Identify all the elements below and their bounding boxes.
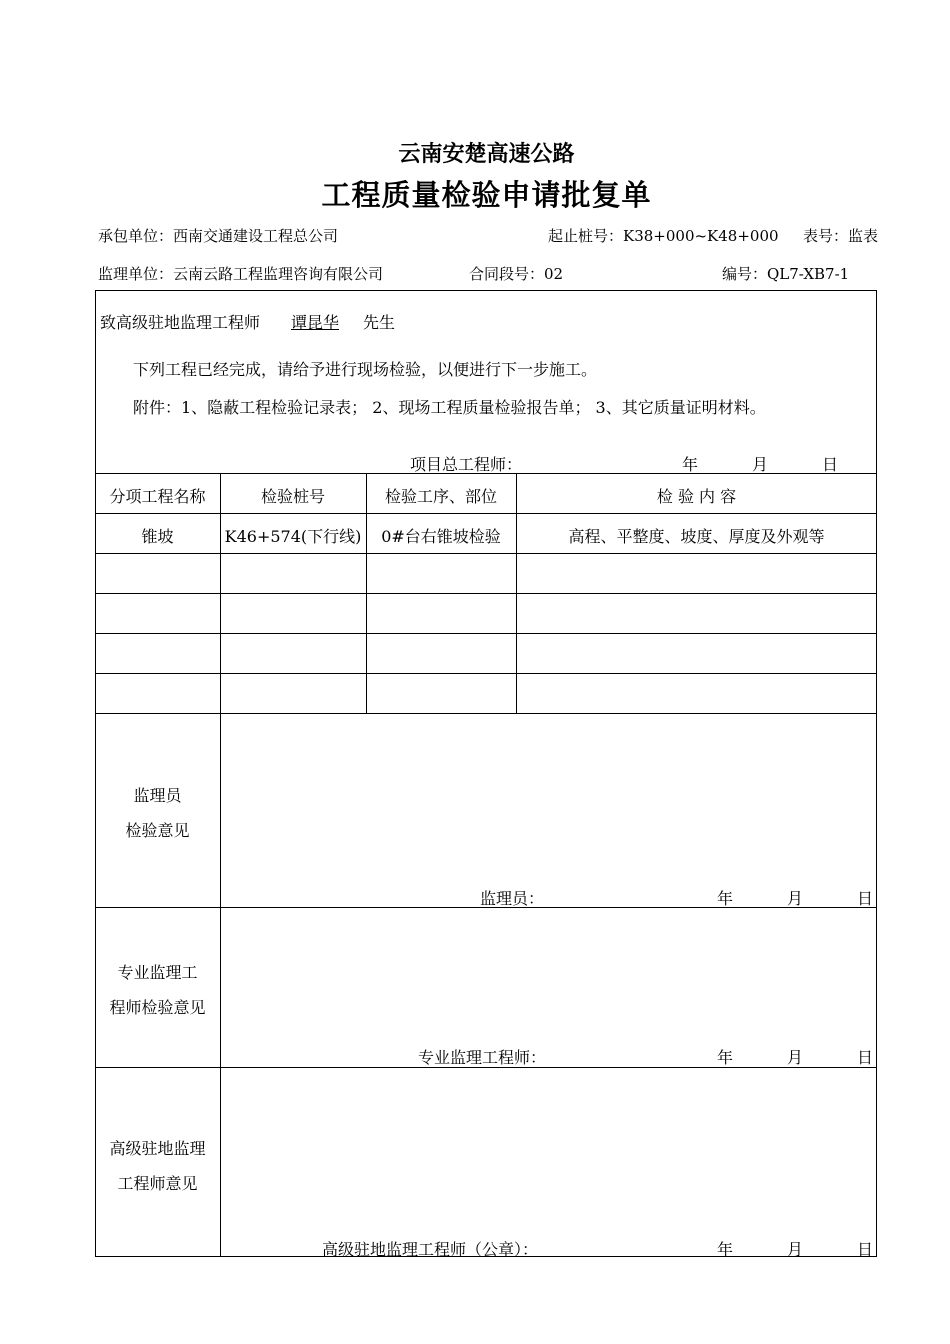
- header-stake: 检验桩号: [260, 487, 325, 506]
- date-day: 日: [857, 889, 874, 908]
- resident-opinion-label-line1: 高级驻地监理: [109, 1139, 206, 1158]
- attachments-list: 附件：1、隐蔽工程检验记录表； 2、现场工程质量检验报告单； 3、其它质量证明材料。: [133, 398, 766, 417]
- date-day: 日: [857, 1048, 874, 1067]
- honorific: 先生: [363, 313, 396, 332]
- date-day: 日: [857, 1240, 874, 1259]
- salutation: 致高级驻地监理工程师: [100, 313, 261, 332]
- stake-range-label: 起止桩号：K38+000~K48+000: [548, 227, 779, 245]
- row-divider: [95, 633, 877, 634]
- resident-opinion-label-line2: 工程师意见: [117, 1174, 198, 1193]
- cell-process: 0#台右锥坡检验: [381, 527, 501, 546]
- document-title: 工程质量检验申请批复单: [321, 178, 652, 212]
- column-divider: [366, 473, 367, 713]
- cell-content: 高程、平整度、坡度、厚度及外观等: [568, 527, 825, 546]
- date-month: 月: [752, 455, 769, 474]
- date-year: 年: [717, 889, 734, 908]
- chief-engineer-signature-label: 项目总工程师：: [410, 455, 523, 474]
- row-divider: [95, 713, 877, 714]
- row-divider: [95, 513, 877, 514]
- contractor-label: 承包单位：西南交通建设工程总公司: [98, 227, 339, 245]
- cell-stake: K46+574(下行线): [224, 527, 362, 546]
- column-divider: [516, 473, 517, 713]
- date-day: 日: [822, 455, 839, 474]
- row-divider: [95, 553, 877, 554]
- date-month: 月: [787, 1240, 804, 1259]
- date-month: 月: [787, 1048, 804, 1067]
- inspector-signature-label: 监理员：: [480, 889, 545, 908]
- resident-signature-label: 高级驻地监理工程师（公章）：: [322, 1240, 539, 1259]
- inspector-opinion-label-line2: 检验意见: [125, 821, 190, 840]
- specialist-opinion-label-line2: 程师检验意见: [109, 998, 206, 1017]
- header-item-name: 分项工程名称: [109, 487, 206, 506]
- row-divider: [95, 593, 877, 594]
- header-process: 检验工序、部位: [384, 487, 497, 506]
- document-subtitle: 云南安楚高速公路: [398, 141, 575, 167]
- date-month: 月: [787, 889, 804, 908]
- form-number-label: 表号：监表: [803, 227, 879, 245]
- cell-item-name: 锥坡: [141, 527, 174, 546]
- date-year: 年: [682, 455, 699, 474]
- contract-section-label: 合同段号：02: [469, 265, 564, 283]
- form-frame: [95, 290, 877, 1257]
- supervisor-unit-label: 监理单位：云南云路工程监理咨询有限公司: [98, 265, 384, 283]
- date-year: 年: [717, 1240, 734, 1259]
- specialist-signature-label: 专业监理工程师：: [418, 1048, 547, 1067]
- inspector-opinion-label-line1: 监理员: [133, 786, 182, 805]
- engineer-name: 谭昆华: [291, 313, 340, 332]
- row-divider: [95, 673, 877, 674]
- specialist-opinion-label-line1: 专业监理工: [117, 963, 198, 982]
- header-content: 检 验 内 容: [656, 487, 737, 506]
- letter-body: 下列工程已经完成，请给予进行现场检验，以便进行下一步施工。: [133, 360, 598, 379]
- serial-number-label: 编号：QL7-XB7-1: [722, 265, 850, 283]
- column-divider: [220, 473, 221, 1257]
- date-year: 年: [717, 1048, 734, 1067]
